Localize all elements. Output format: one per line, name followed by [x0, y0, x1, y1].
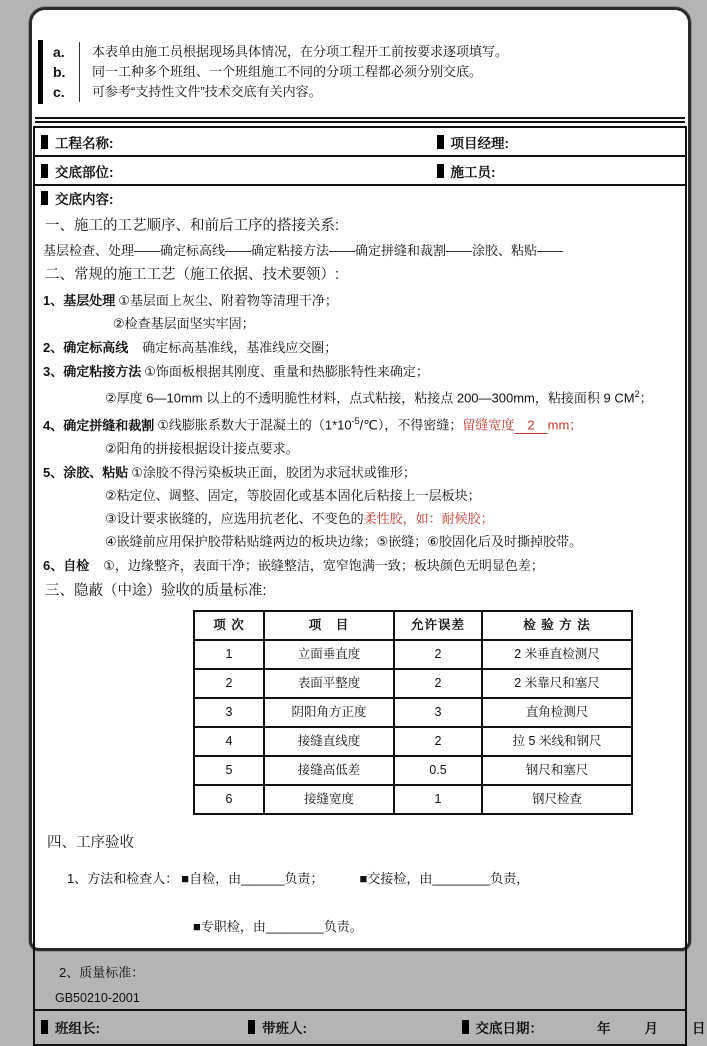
lead-worker-label: 带班人: — [262, 1017, 307, 1037]
disclosure-date-label: 交底日期： — [476, 1017, 544, 1037]
field-marker-icon — [462, 1020, 469, 1034]
cell-method: 拉 5 米线和钢尺 — [482, 727, 632, 756]
note-item — [49, 42, 662, 62]
disclosure-part-label: 交底部位: — [55, 161, 114, 181]
form-row-content-header — [35, 186, 685, 209]
col-header-method: 检 验 方 法 — [482, 611, 632, 640]
cell-method: 钢尺检查 — [482, 785, 632, 814]
item5-line1: ①涂胶不得污染板块正面，胶团为求冠状或锥形； — [131, 465, 416, 480]
date-month-label: 月 — [645, 1017, 659, 1037]
field-marker-icon — [248, 1020, 255, 1034]
table-row — [194, 727, 632, 756]
item1-line1: ①基层面上灰尘、附着物等清理干净； — [118, 293, 338, 308]
item1-line2: ②检查基层面坚实牢固； — [113, 313, 671, 334]
table-row — [194, 640, 632, 669]
date-year-label: 年 — [597, 1017, 611, 1037]
cell-tolerance: 3 — [394, 698, 482, 727]
field-marker-icon — [437, 135, 444, 149]
item5-red-text: 柔性胶，如：耐候胶； — [364, 511, 494, 526]
col-header-tolerance: 允许误差 — [394, 611, 482, 640]
method-label: 1、方法和检查人： — [67, 871, 178, 886]
cell-method: 2 米靠尺和塞尺 — [482, 669, 632, 698]
cell-method: 2 米垂直检测尺 — [482, 640, 632, 669]
table-row — [194, 698, 632, 727]
responsible-text: 负责。 — [324, 919, 363, 934]
self-check-option: ■自检，由 — [181, 871, 241, 886]
team-leader-field — [35, 1013, 242, 1041]
cell-index: 3 — [194, 698, 264, 727]
cell-item: 立面垂直度 — [264, 640, 394, 669]
item3-line2 — [105, 384, 671, 408]
item5-line4: ④嵌缝前应用保护胶带粘贴缝两边的板块边缘；⑤嵌缝；⑥胶固化后及时撕掉胶带。 — [105, 531, 671, 552]
team-leader-label: 班组长: — [55, 1017, 100, 1037]
item6-line1: ①，边缘整齐，表面干净；嵌缝整洁，宽窄饱满一致；板块颜色无明显色差； — [103, 558, 544, 573]
item-bonding-method — [43, 361, 671, 408]
field-marker-icon — [437, 164, 444, 178]
note-label: a. — [49, 42, 79, 62]
item6-label: 6、自检 — [43, 558, 89, 573]
project-manager-label: 项目经理: — [451, 132, 510, 152]
form-row-2 — [35, 157, 685, 186]
fulltime-check-option: ■专职检，由 — [193, 919, 266, 934]
note-item — [49, 82, 662, 102]
date-day-label: 日 — [692, 1017, 706, 1037]
field-marker-icon — [41, 164, 48, 178]
responsible-blank: ________ — [432, 871, 490, 886]
item-base-treatment — [43, 290, 671, 334]
item5-line2: ②粘定位、调整、固定，等胶固化或基本固化后粘接上一层板块； — [105, 485, 671, 506]
note-text: 可参考“支持性文件”技术交底有关内容。 — [79, 82, 662, 102]
signature-footer — [35, 1009, 685, 1044]
item1-label: 1、基层处理 — [43, 293, 115, 308]
responsible-blank: ______ — [241, 871, 284, 886]
project-manager-field — [431, 128, 516, 155]
cell-index: 5 — [194, 756, 264, 785]
cell-index: 4 — [194, 727, 264, 756]
section4-title: 四、工序验收 — [47, 831, 671, 855]
section1-title: 一、施工的工艺顺序、和前后工序的搭接关系: — [45, 214, 671, 238]
constructor-label: 施工员: — [451, 161, 496, 181]
disclosure-content-label: 交底内容: — [55, 188, 114, 208]
item2-label: 2、确定标高线 — [43, 340, 128, 355]
responsible-text: 负责， — [490, 871, 529, 886]
disclosure-content-body — [35, 209, 685, 1009]
item5-line3-text: ③设计要求嵌缝的，应选用抗老化、不变色的 — [105, 511, 364, 526]
item4-label: 4、确定拼缝和裁割 — [43, 418, 154, 433]
item-glue-paste — [43, 462, 671, 552]
constructor-field — [431, 157, 502, 184]
note-label: c. — [49, 82, 79, 102]
table-header-row — [194, 611, 632, 640]
handover-check-option: ■交接检，由 — [360, 871, 433, 886]
note-text: 本表单由施工员根据现场具体情况，在分项工程开工前按要求逐项填写。 — [79, 42, 662, 62]
item5-line3 — [105, 508, 671, 529]
col-header-index: 项 次 — [194, 611, 264, 640]
note-item — [49, 62, 662, 82]
cell-item: 接缝宽度 — [264, 785, 394, 814]
double-divider — [35, 117, 685, 123]
quality-standard-code: GB50210-2001 — [55, 988, 671, 1009]
item5-label: 5、涂胶、粘贴 — [43, 465, 128, 480]
note-text: 同一工种多个班组、一个班组施工不同的分项工程都必须分别交底。 — [79, 62, 662, 82]
cell-item: 接缝高低差 — [264, 756, 394, 785]
table-row — [194, 756, 632, 785]
disclosure-part-field — [35, 157, 431, 184]
col-header-item: 项 目 — [264, 611, 394, 640]
field-marker-icon — [41, 1020, 48, 1034]
form-row-1 — [35, 128, 685, 157]
field-marker-icon — [41, 191, 48, 205]
field-marker-icon — [41, 135, 48, 149]
responsible-text: 负责； — [284, 871, 323, 886]
cell-method: 钢尺和塞尺 — [482, 756, 632, 785]
cell-index: 6 — [194, 785, 264, 814]
cell-tolerance: 0.5 — [394, 756, 482, 785]
cell-tolerance: 2 — [394, 727, 482, 756]
document-page — [29, 7, 691, 951]
project-name-field — [35, 128, 431, 155]
notes-block — [38, 40, 662, 104]
item3-line2-end: ； — [640, 390, 653, 405]
project-name-label: 工程名称: — [55, 132, 114, 152]
cell-index: 1 — [194, 640, 264, 669]
item3-superscript: 2 — [635, 389, 640, 399]
inspection-method-line — [67, 868, 671, 889]
cell-item: 阴阳角方正度 — [264, 698, 394, 727]
section3-title: 三、隐蔽（中途）验收的质量标准: — [45, 579, 671, 603]
section2-title: 二、常规的施工工艺（施工依据、技术要领）: — [45, 263, 671, 287]
cell-item: 表面平整度 — [264, 669, 394, 698]
cell-tolerance: 1 — [394, 785, 482, 814]
disclosure-content-field — [35, 186, 120, 209]
item2-line1: 确定标高基准线，基准线应交圈； — [142, 340, 337, 355]
item4-red-unit: mm； — [548, 418, 583, 433]
disclosure-form — [33, 126, 687, 1046]
responsible-blank: ________ — [266, 919, 324, 934]
cell-item: 接缝直线度 — [264, 727, 394, 756]
item-joints-cutting — [43, 411, 671, 458]
quality-standards-table — [193, 610, 633, 815]
process-flow-line: 基层检查、处理——确定标高线——确定粘接方法——确定拼缝和裁割——涂胶、粘贴—— — [43, 240, 671, 261]
cell-tolerance: 2 — [394, 669, 482, 698]
cell-tolerance: 2 — [394, 640, 482, 669]
item4-line1-text: ①线膨胀系数大于混凝土的（1*10 — [157, 418, 351, 433]
item3-line1: ①饰面板根据其刚度、重量和热膨胀特性来确定； — [144, 364, 429, 379]
item4-red-label: 留缝宽度 — [462, 418, 514, 433]
cell-method: 直角检测尺 — [482, 698, 632, 727]
item4-line1-mid: /℃），不得密缝； — [360, 418, 463, 433]
item4-line2: ②阳角的拼接根据设计接点要求。 — [105, 438, 671, 459]
item-self-check — [43, 555, 671, 576]
item3-label: 3、确定粘接方法 — [43, 364, 141, 379]
cell-index: 2 — [194, 669, 264, 698]
table-row — [194, 669, 632, 698]
item4-seam-width-blank: 2 — [514, 418, 547, 433]
item3-line2-text: ②厚度 6—10mm 以上的不透明脆性材料，点式粘接，粘接点 200—300mm，粘接面积 9 CM — [105, 390, 635, 405]
lead-worker-field — [242, 1013, 456, 1041]
fulltime-check-line — [193, 916, 671, 937]
item4-superscript: -5 — [352, 416, 360, 426]
quality-standard-label: 2、质量标准： — [59, 962, 671, 983]
item-datum-line — [43, 337, 671, 358]
note-label: b. — [49, 62, 79, 82]
table-row — [194, 785, 632, 814]
disclosure-date-field — [456, 1013, 707, 1041]
